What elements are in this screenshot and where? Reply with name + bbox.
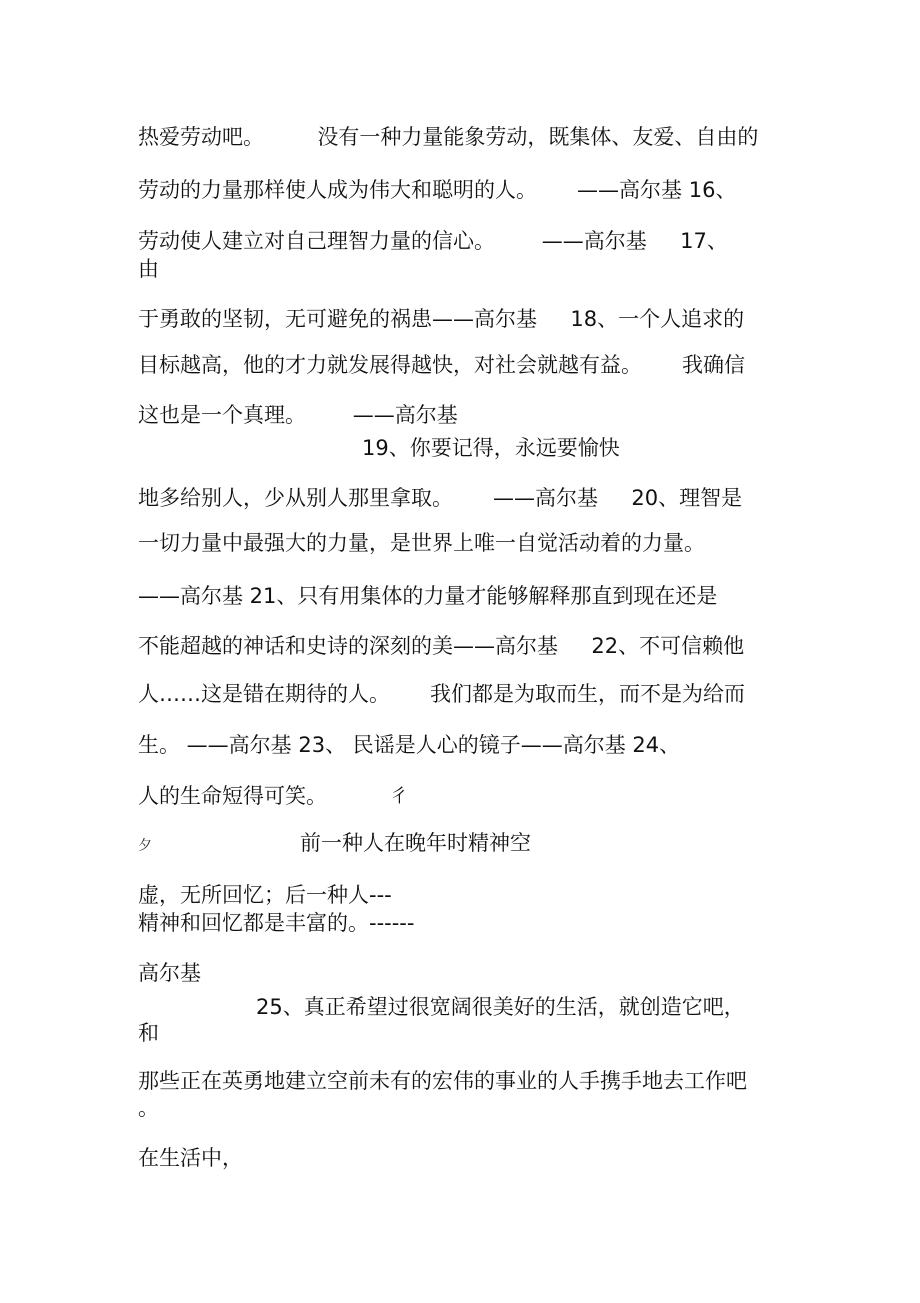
text-line-19: 精神和回忆都是丰富的。------ xyxy=(138,911,415,935)
text-line-18: 虚，无所回忆；后一种人--- xyxy=(138,883,392,907)
text-line-14: 生。 ——高尔基 23、 民谣是人心的镜子——高尔基 24、 xyxy=(138,733,681,757)
text-line-20: 高尔基 xyxy=(138,961,201,985)
text-line-5: 于勇敢的坚韧，无可避免的祸患——高尔基 18、一个人追求的 xyxy=(138,307,745,331)
text-line-21: 25、真正希望过很宽阔很美好的生活，就创造它吧， xyxy=(256,995,745,1019)
glyph-fragment: 彳 xyxy=(390,786,408,807)
text-line-1: 热爱劳动吧。 没有一种力量能象劳动，既集体、友爱、自由的 xyxy=(138,125,759,149)
text-line-8: 19、你要记得，永远要愉快 xyxy=(362,436,620,460)
text-line-11: ——高尔基 21、只有用集体的力量才能够解释那直到现在还是 xyxy=(138,584,718,608)
text-line-7: 这也是一个真理。 ——高尔基 xyxy=(138,403,458,427)
text-line-12: 不能超越的神话和史诗的深刻的美——高尔基 22、不可信赖他 xyxy=(138,634,745,658)
text-line-10: 一切力量中最强大的力量，是世界上唯一自觉活动着的力量。 xyxy=(138,531,705,555)
text-line-24: 。 xyxy=(138,1096,159,1120)
text-line-16: 夕 xyxy=(138,838,152,854)
text-line-17: 前一种人在晚年时精神空 xyxy=(300,831,531,855)
text-line-9: 地多给别人，少从别人那里拿取。 ——高尔基 20、理智是 xyxy=(138,486,743,510)
text-line-2: 劳动的力量那样使人成为伟大和聪明的人。 ——高尔基 16、 xyxy=(138,178,737,202)
text-line-6: 目标越高，他的才力就发展得越快，对社会就越有益。 我确信 xyxy=(138,353,746,377)
text-line-3: 劳动使人建立对自己理智力量的信心。 ——高尔基 17、 xyxy=(138,229,728,253)
text-line-4: 由 xyxy=(138,257,159,281)
text-line-23: 那些正在英勇地建立空前未有的宏伟的事业的人手携手地去工作吧 xyxy=(138,1069,747,1093)
text-line-22: 和 xyxy=(138,1021,159,1045)
text-line-25: 在生活中， xyxy=(138,1146,243,1170)
text-line-15: 人的生命短得可笑。 xyxy=(138,784,327,808)
text-line-13: 人……这是错在期待的人。 我们都是为取而生，而不是为给而 xyxy=(138,682,746,706)
